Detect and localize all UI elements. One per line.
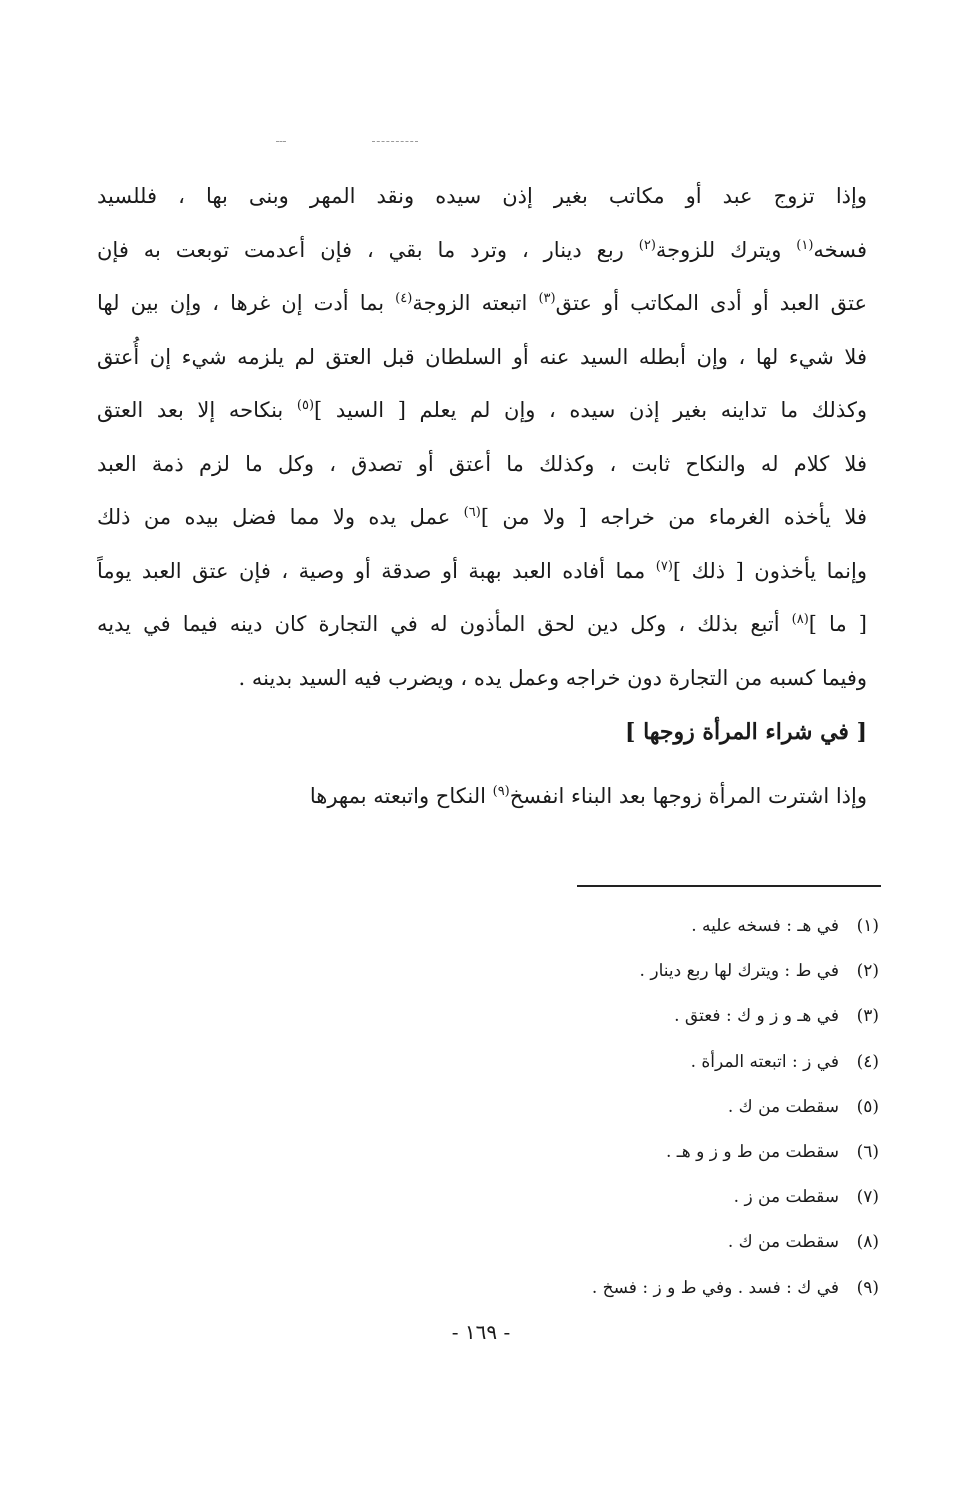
footnote-marker: (٦) [463,505,481,520]
text-line [97,770,867,824]
footnote-number: (٧) [856,1187,879,1208]
footnotes [379,904,879,1311]
footnote-number: (٩) [856,1277,879,1298]
text-segment: ويترك للزوجة [655,237,797,262]
footnote-number: (٣) [856,1006,879,1027]
footnote-item [379,1220,879,1265]
text-segment: وفيما كسبه من التجارة دون خراجه وعمل يده ، ويضرب فيه السيد بدينه . [238,665,867,690]
footnote-number: (٢) [856,961,879,982]
text-segment: فلا يأخذه الغرماء من خراجه [ ولا من ] [480,505,867,529]
text-segment: فلا شيء لها ، وإن أبطله السيد عنه أو السلطان قبل العتق لم يلزمه شيء إن أُعتق [97,344,867,369]
footnote-item [379,1266,879,1311]
text-line [97,170,867,224]
footnote-item [379,1040,879,1085]
top-decorative-rule-small [276,141,286,142]
footnote-text: سقطت من ك . [727,1096,839,1117]
footnote-number: (١) [856,916,879,936]
text-line [97,224,867,278]
text-segment: وكذلك ما تداينه بغير إذن سيده ، وإن لم يعلم [ السيد ] [314,398,867,422]
footnote-number: (٦) [856,1141,879,1162]
footnote-text: في ز : اتبعته المرأة . [690,1051,839,1072]
footnote-item [379,1085,879,1130]
text-line [97,652,867,706]
text-segment: وإذا تزوج عبد أو مكاتب بغير إذن سيده ونقد المهر وبنى بها ، فللسيد [97,184,867,208]
text-segment: وإنما يأخذون [ ذلك ] [672,558,867,583]
text-segment: ربع دينار ، وترد ما بقي ، فإن أعدمت توبعت به فإن [97,237,639,262]
footnote-item [379,1130,879,1175]
text-line [97,277,867,331]
text-line [97,331,867,385]
text-line [97,384,867,438]
section-heading: [ في شراء المرأة زوجها ] [625,719,867,745]
text-segment: فلا كلام له والنكاح ثابت ، وكذلك ما أعتق أو تصدق ، وكل ما لزم ذمة العبد [97,451,867,476]
text-line [97,545,867,599]
main-text [97,170,867,705]
text-segment: أتبع بذلك ، وكل دين لحق المأذون له في التجارة كان دينه فيما في يديه [97,612,792,636]
footnote-marker: (٣) [538,291,556,306]
footnote-item [379,1175,879,1220]
footnote-text: في هـ و ز و ك : فعتق . [674,1006,839,1027]
text-segment: مما أفاده العبد بهبة أو صدقة أو وصية ، فإن عتق العبد يوماً [97,558,656,583]
footnote-marker: (٢) [638,237,656,253]
text-segment: بنكاحه إلا بعد العتق [97,398,297,422]
footnote-item [379,904,879,949]
footnote-number: (٤) [856,1051,879,1072]
footnote-number: (٥) [856,1096,879,1117]
footnote-text: سقطت من ز . [733,1187,839,1208]
footnote-text: في ك : فسد . وفي ط و ز : فسخ . [591,1277,839,1298]
footnote-item [379,994,879,1039]
footnote-item [379,949,879,994]
footnote-marker: (٨) [791,612,809,627]
footnote-text: سقطت من ك . [727,1232,839,1253]
text-segment: النكاح واتبعته بمهرها [309,784,493,808]
page-number: - ١٦٩ - [451,1320,511,1344]
text-segment: وإذا اشترت المرأة زوجها بعد البناء انفسخ [509,784,867,808]
footnote-number: (٨) [856,1232,879,1253]
text-segment: اتبعته الزوجة [412,291,539,315]
footnote-text: سقطت من ط و ز و هـ . [665,1141,839,1162]
text-line [97,438,867,492]
footnote-marker: (١) [796,237,814,253]
text-segment: بما أدت إن غرها ، وإن بين لها [97,291,396,315]
footnote-text: في هـ : فسخه عليه . [691,916,839,936]
text-line [97,491,867,545]
text-segment: عتق العبد أو أدى المكاتب أو عتق [555,291,867,315]
footnote-marker: (٩) [492,784,510,799]
footnote-marker: (٤) [395,291,413,306]
footnote-text: في ط : ويترك لها ربع دينار . [639,961,839,982]
text-line [97,598,867,652]
footnote-marker: (٥) [296,398,315,413]
text-segment: عمل يده ولا مما فضل بيده من ذلك [97,505,464,529]
text-segment: فسخه [813,237,867,262]
main-text-after-heading [97,770,867,824]
top-decorative-rule [372,141,418,142]
footnote-separator [577,885,881,887]
footnote-marker: (٧) [655,558,673,574]
text-segment: [ ما ] [808,612,867,636]
